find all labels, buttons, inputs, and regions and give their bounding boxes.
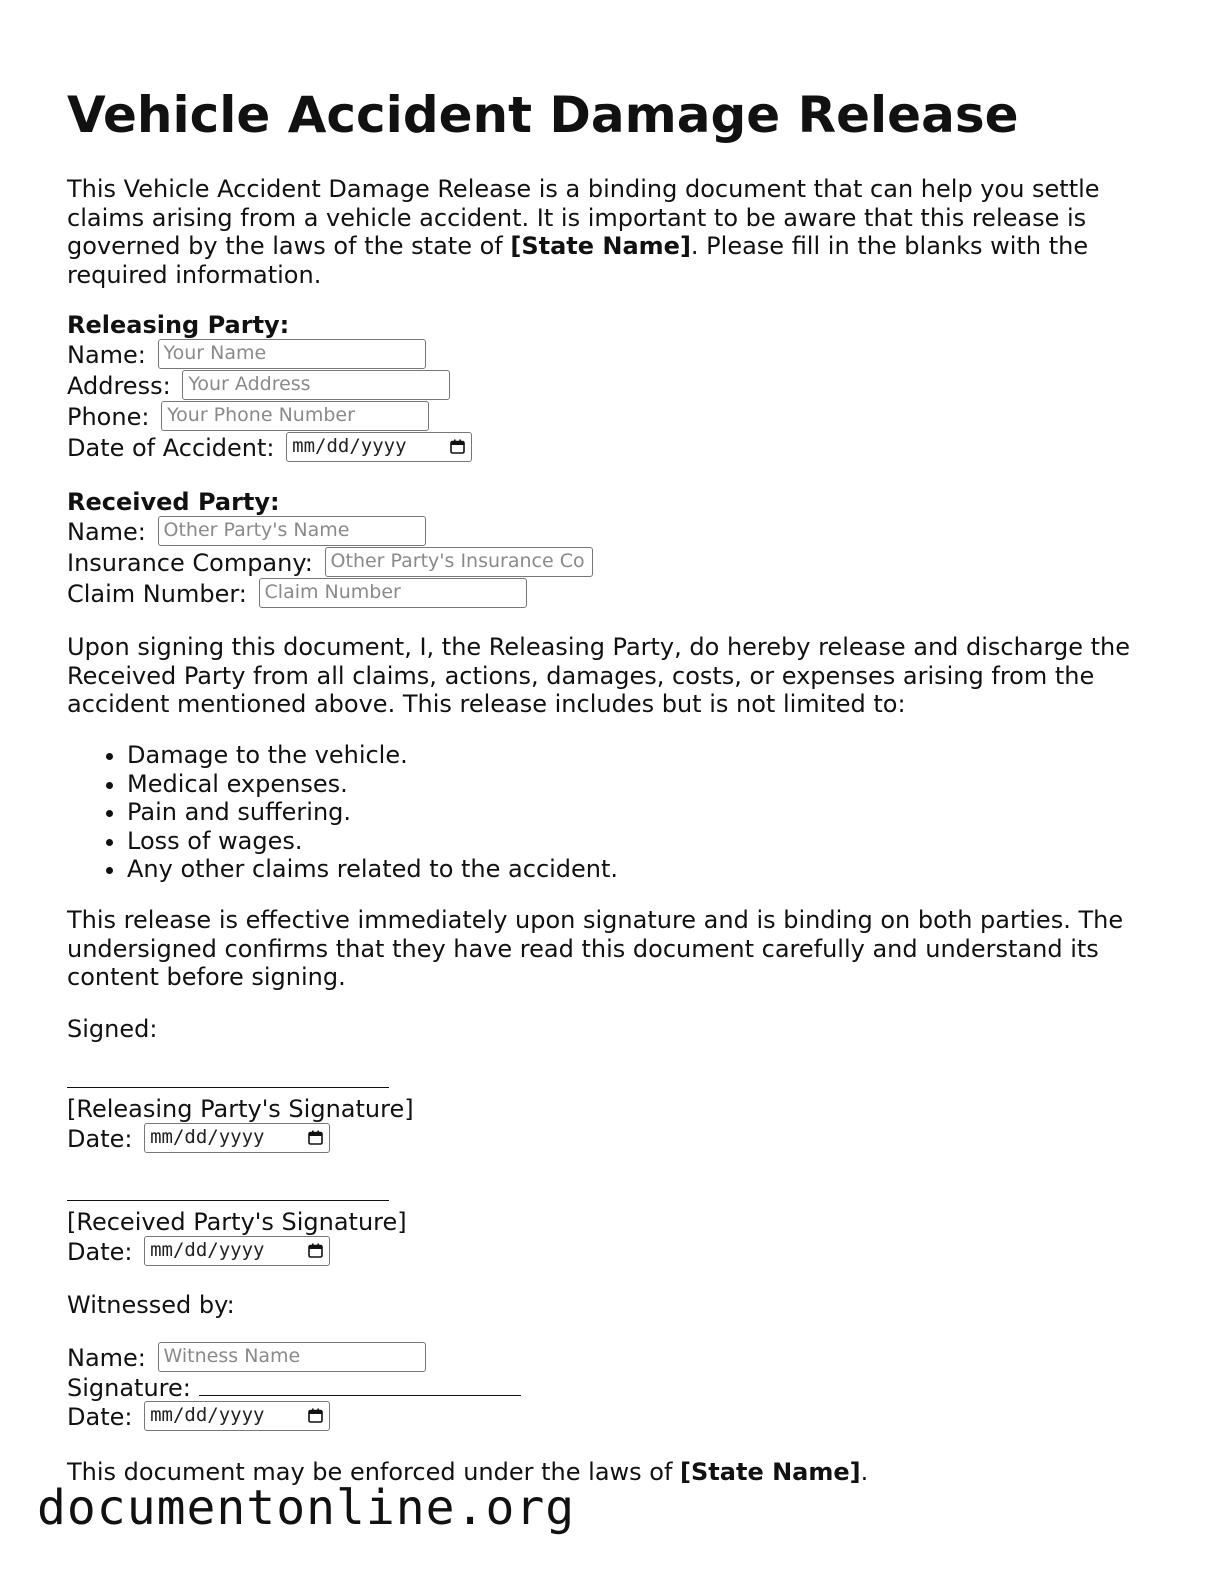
claim-number-input[interactable]: Claim Number — [259, 578, 527, 608]
releasing-phone-input[interactable]: Your Phone Number — [161, 401, 429, 431]
witness-heading: Witnessed by: — [67, 1291, 235, 1319]
accident-date-label: Date of Accident: — [67, 434, 275, 462]
release-items-list — [67, 741, 1167, 884]
received-name-label: Name: — [67, 518, 146, 546]
received-signature-line[interactable] — [67, 1180, 389, 1201]
received-name-input[interactable]: Other Party's Name — [158, 516, 426, 546]
intro-state-name: [State Name] — [510, 232, 691, 260]
received-signature-date-input[interactable] — [144, 1236, 330, 1266]
witness-name-label: Name: — [67, 1344, 146, 1372]
calendar-icon[interactable] — [308, 1130, 323, 1145]
releasing-signature-date-label: Date: — [67, 1125, 133, 1153]
claim-number-label: Claim Number: — [67, 580, 247, 608]
releasing-address-label: Address: — [67, 372, 171, 400]
signed-label: Signed: — [67, 1015, 158, 1043]
intro-paragraph — [67, 175, 1167, 289]
witness-section — [67, 1343, 521, 1433]
witness-signature-label: Signature: — [67, 1374, 191, 1402]
footer-text-end: . — [860, 1458, 869, 1486]
received-party-heading: Received Party: — [67, 488, 280, 516]
accident-date-input[interactable] — [286, 432, 472, 462]
releasing-signature-line[interactable] — [67, 1067, 389, 1088]
witness-signature-line[interactable] — [199, 1375, 521, 1396]
insurance-company-row — [67, 548, 593, 579]
witness-signature-row — [67, 1374, 521, 1402]
releasing-name-label: Name: — [67, 341, 146, 369]
received-signature-date-label: Date: — [67, 1238, 133, 1266]
list-item: • Pain and suffering. — [127, 798, 1167, 827]
received-signature-date-row — [67, 1237, 330, 1268]
received-signature-label: [Received Party's Signature] — [67, 1208, 407, 1236]
releasing-name-row — [67, 340, 472, 371]
calendar-icon[interactable] — [308, 1408, 323, 1423]
releasing-signature-date-row — [67, 1124, 330, 1155]
list-item: • Any other claims related to the accident. — [127, 855, 1167, 884]
calendar-icon[interactable] — [450, 439, 465, 454]
releasing-phone-row — [67, 402, 472, 433]
received-signature-block — [67, 1179, 389, 1208]
page-title: Vehicle Accident Damage Release — [67, 86, 1019, 144]
insurance-company-input[interactable]: Other Party's Insurance Co — [325, 547, 593, 577]
footer-text: This document may be enforced under the laws of — [67, 1458, 681, 1486]
releasing-signature-block — [67, 1066, 389, 1095]
releasing-party-section — [67, 311, 472, 464]
accident-date-placeholder: mm/dd/yyyy — [292, 435, 407, 457]
received-name-row — [67, 517, 593, 548]
intro-text-end: . Please fill in the blanks with the required information. — [67, 232, 1089, 289]
releasing-signature-date-input[interactable] — [144, 1123, 330, 1153]
effective-paragraph: This release is effective immediately upon signature and is binding on both parties. The undersigned confirms that they have read this document carefully and understand its content before signing. — [67, 906, 1124, 991]
releasing-phone-label: Phone: — [67, 403, 150, 431]
releasing-signature-label: [Releasing Party's Signature] — [67, 1095, 414, 1123]
intro-text-start: This Vehicle Accident Damage Release is a binding document that can help you settle claims arising from a vehicle accident. It is important to be aware that this release is governed by the laws of the state of — [67, 175, 1100, 260]
date-placeholder: mm/dd/yyyy — [150, 1404, 265, 1426]
release-paragraph: Upon signing this document, I, the Releasing Party, do hereby release and discharge the Received Party from all claims, actions, damages, costs, or expenses arising from the accident mentioned above. This release includes but is not limited to: — [67, 633, 1130, 718]
releasing-address-row — [67, 371, 472, 402]
list-item: • Medical expenses. — [127, 770, 1167, 799]
witness-date-row — [67, 1402, 521, 1433]
releasing-address-input[interactable]: Your Address — [182, 370, 450, 400]
insurance-company-label: Insurance Company: — [67, 549, 313, 577]
claim-number-row — [67, 579, 593, 610]
witness-name-input[interactable]: Witness Name — [158, 1342, 426, 1372]
received-party-section — [67, 488, 593, 610]
releasing-name-input[interactable]: Your Name — [158, 339, 426, 369]
footer-state-name: [State Name] — [680, 1458, 861, 1486]
date-placeholder: mm/dd/yyyy — [150, 1239, 265, 1261]
witness-date-label: Date: — [67, 1403, 133, 1431]
calendar-icon[interactable] — [308, 1243, 323, 1258]
watermark: documentonline.org — [37, 1480, 576, 1536]
list-item: • Loss of wages. — [127, 827, 1167, 856]
list-item: • Damage to the vehicle. — [127, 741, 1167, 770]
accident-date-row — [67, 433, 472, 464]
witness-name-row — [67, 1343, 521, 1374]
date-placeholder: mm/dd/yyyy — [150, 1126, 265, 1148]
witness-date-input[interactable] — [144, 1401, 330, 1431]
releasing-party-heading: Releasing Party: — [67, 311, 290, 339]
